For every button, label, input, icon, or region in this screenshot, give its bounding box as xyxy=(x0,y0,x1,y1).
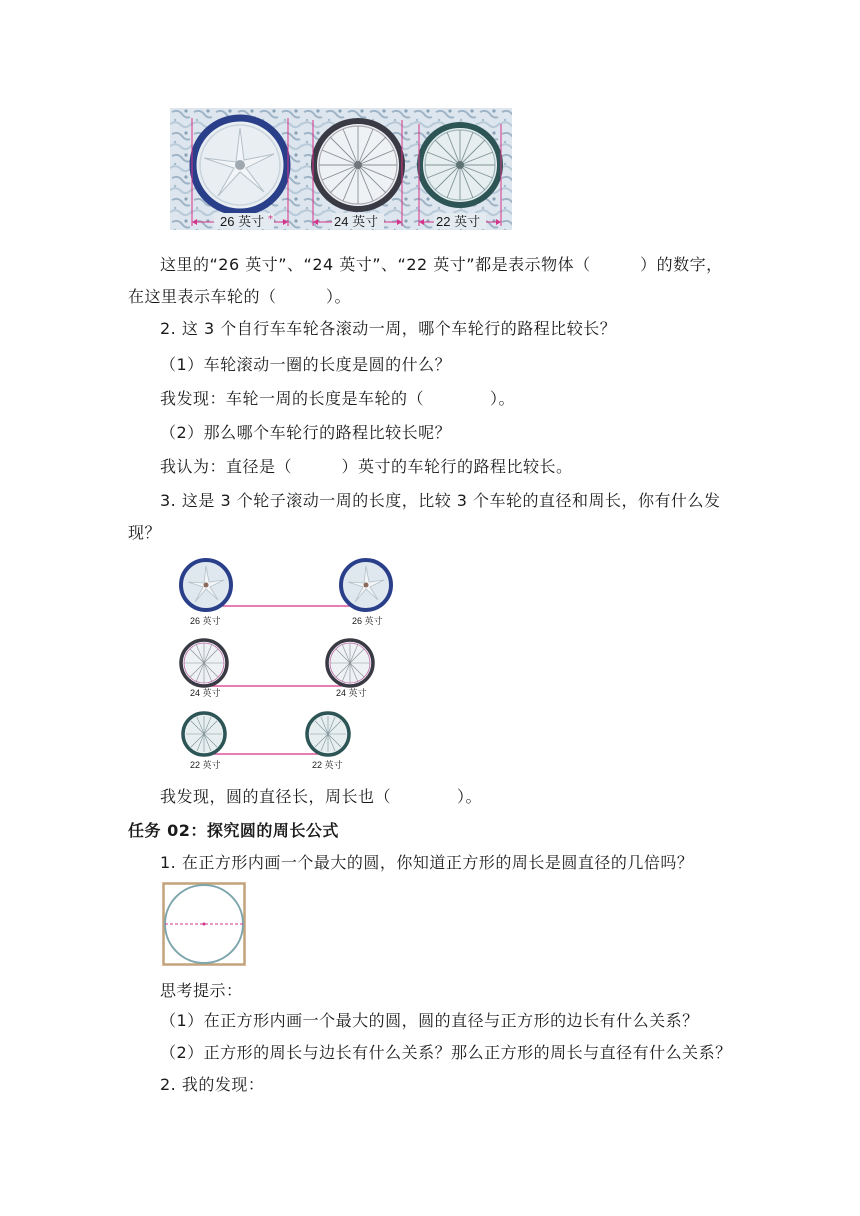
q3-line1: 3. 这是 3 个轮子滚动一周的长度，比较 3 个车轮的直径和周长，你有什么发 xyxy=(160,491,721,510)
label-26-star: * xyxy=(268,214,273,225)
para1-line1: 这里的“26 英寸”、“24 英寸”、“22 英寸”都是表示物体（ ）的数字， xyxy=(160,255,723,274)
label-22: 22 英寸 xyxy=(436,214,481,229)
row-24-label-end: 24 英寸 xyxy=(336,688,367,698)
q2-sub2: （2）那么哪个车轮行的路程比较长呢？ xyxy=(160,423,452,442)
row-22 xyxy=(183,713,349,770)
row-24-label-start: 24 英寸 xyxy=(190,688,221,698)
square-circle-figure xyxy=(162,882,246,966)
task2-heading: 任务 02：探究圆的周长公式 xyxy=(128,821,339,840)
wheels-diameter-figure xyxy=(170,108,512,230)
q2-title: 2. 这 3 个自行车车轮各滚动一周，哪个车轮行的路程比较长？ xyxy=(160,319,617,338)
row-22-label-end: 22 英寸 xyxy=(312,760,343,770)
row-26 xyxy=(181,560,391,626)
label-26: 26 英寸 xyxy=(220,214,265,229)
label-24: 24 英寸 xyxy=(334,214,379,229)
find2: 我发现，圆的直径长，周长也（ ）。 xyxy=(160,787,483,806)
hint-title: 思考提示： xyxy=(160,981,243,1000)
hint-1: （1）在正方形内画一个最大的圆，圆的直径与正方形的边长有什么关系？ xyxy=(160,1011,699,1030)
row-26-label-start: 26 英寸 xyxy=(190,616,221,626)
wheel-22-end-icon xyxy=(307,713,349,755)
task2-q2: 2. 我的发现： xyxy=(160,1075,265,1094)
q2-find1: 我发现：车轮一周的长度是车轮的（ ）。 xyxy=(160,389,516,408)
wheel-26-end-icon xyxy=(341,560,391,610)
wheel-24-end-icon xyxy=(327,640,373,686)
wheel-26-icon xyxy=(193,118,287,212)
row-22-label-start: 22 英寸 xyxy=(190,760,221,770)
row-24 xyxy=(181,640,373,698)
rolling-wheels-figure xyxy=(170,556,402,774)
task2-q1: 1. 在正方形内画一个最大的圆，你知道正方形的周长是圆直径的几倍吗？ xyxy=(160,853,694,872)
q2-think: 我认为：直径是（ ）英寸的车轮行的路程比较长。 xyxy=(160,457,573,476)
wheel-26-start-icon xyxy=(181,560,231,610)
q2-sub1: （1）车轮滚动一圈的长度是圆的什么？ xyxy=(160,355,452,374)
wheel-22-start-icon xyxy=(183,713,225,755)
q3-line2: 现？ xyxy=(128,523,162,542)
wheel-22-icon xyxy=(420,125,500,205)
row-26-label-end: 26 英寸 xyxy=(352,616,383,626)
wheel-24-icon xyxy=(314,121,402,209)
hint-2: （2）正方形的周长与边长有什么关系？那么正方形的周长与直径有什么关系？ xyxy=(160,1043,732,1062)
para1-line2: 在这里表示车轮的（ ）。 xyxy=(128,287,352,306)
wheel-24-start-icon xyxy=(181,640,227,686)
